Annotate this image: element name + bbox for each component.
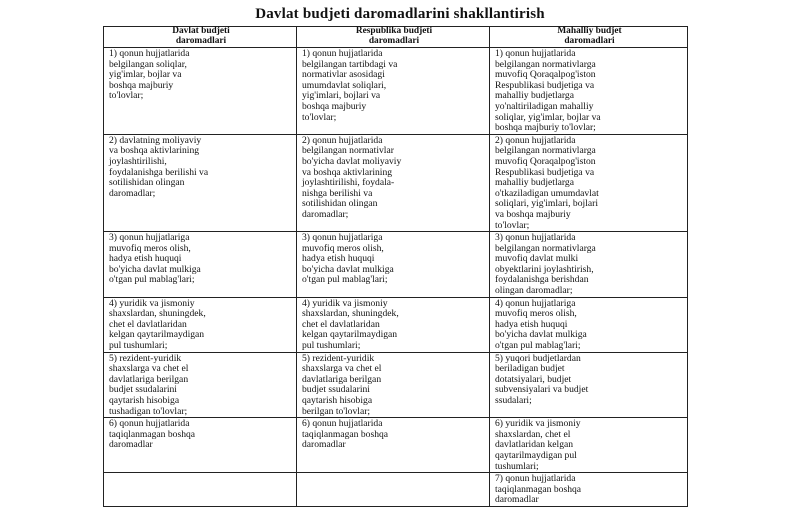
table-cell: 2) qonun hujjatlarida belgilangan normativlar bo'yicha davlat moliyaviy va boshqa aktivlarining joylashtirilishi, foydala- nishga berilishi va sotilishidan olingan daromadlar; bbox=[297, 134, 490, 231]
header-republic-budget: Respublika budjeti daromadlari bbox=[297, 27, 490, 48]
table-cell: 1) qonun hujjatlarida belgilangan tartibdagi va normativlar asosidagi umumdavlat soliqlari, yig'imlari, bojlari va boshqa majburiy to'lovlar; bbox=[297, 48, 490, 135]
table-row bbox=[104, 297, 688, 352]
table-cell: 4) qonun hujjatlariga muvofiq meros olish, hadya etish huquqi bo'yicha davlat mulkiga o'tgan pul mablag'lari; bbox=[490, 297, 688, 352]
table-row bbox=[104, 473, 688, 507]
table-cell: 5) rezident-yuridik shaxslarga va chet el davlatlariga berilgan budjet ssudalarini qaytarish hisobiga berilgan to'lovlar; bbox=[297, 352, 490, 418]
table-cell: 3) qonun hujjatlariga muvofiq meros olish, hadya etish huquqi bo'yicha davlat mulkiga o'tgan pul mablag'lari; bbox=[297, 232, 490, 298]
table-cell bbox=[297, 473, 490, 507]
table-cell: 7) qonun hujjatlarida taqiqlanmagan boshqa daromadlar bbox=[490, 473, 688, 507]
document-title: Davlat budjeti daromadlarini shakllantirish bbox=[255, 6, 545, 22]
table-cell: 5) rezident-yuridik shaxslarga va chet el davlatlariga berilgan budjet ssudalarini qaytarish hisobiga tushadigan to'lovlar; bbox=[104, 352, 297, 418]
table-cell: 4) yuridik va jismoniy shaxslardan, shuningdek, chet el davlatlaridan kelgan qaytarilmaydigan pul tushumlari; bbox=[104, 297, 297, 352]
revenue-table bbox=[103, 26, 688, 507]
table-row bbox=[104, 48, 688, 135]
table-header-row bbox=[104, 27, 688, 48]
table-cell: 6) yuridik va jismoniy shaxslardan, chet el davlatlaridan kelgan qaytarilmaydigan pul tushumlari; bbox=[490, 418, 688, 473]
table-cell: 5) yuqori budjetlardan beriladigan budjet dotatsiyalari, budjet subvensiyalari va budjet ssudalari; bbox=[490, 352, 688, 418]
header-local-budget: Mahalliy budjet daromadlari bbox=[490, 27, 688, 48]
table-cell: 2) qonun hujjatlarida belgilangan normativlarga muvofiq Qoraqalpog'iston Respublikasi budjetiga va mahalliy budjetlarga o'tkaziladigan umumdavlat soliqlari, yig'imlari, bojlari va boshqa majburiy to'lovlar; bbox=[490, 134, 688, 231]
table-cell: 6) qonun hujjatlarida taqiqlanmagan boshqa daromadlar bbox=[104, 418, 297, 473]
table-cell: 3) qonun hujjatlarida belgilangan normativlarga muvofiq davlat mulki obyektlarini joylashtirish, foydalanishga berishdan olingan daromadlar; bbox=[490, 232, 688, 298]
table-row bbox=[104, 134, 688, 231]
table-row bbox=[104, 232, 688, 298]
header-state-budget: Davlat budjeti daromadlari bbox=[104, 27, 297, 48]
table-row bbox=[104, 418, 688, 473]
table-cell: 6) qonun hujjatlarida taqiqlanmagan boshqa daromadlar bbox=[297, 418, 490, 473]
table-cell bbox=[104, 473, 297, 507]
table-cell: 2) davlatning moliyaviy va boshqa aktivlarining joylashtirilishi, foydalanishga berilishi va sotilishidan olingan daromadlar; bbox=[104, 134, 297, 231]
table-cell: 1) qonun hujjatlarida belgilangan normativlarga muvofiq Qoraqalpog'iston Respublikasi budjetiga va mahalliy budjetlarga yo'naltiriladigan mahalliy soliqlar, yig'imlar, bojlar va boshqa majburiy to'lovlar; bbox=[490, 48, 688, 135]
table-cell: 4) yuridik va jismoniy shaxslardan, shuningdek, chet el davlatlaridan kelgan qaytarilmaydigan pul tushumlari; bbox=[297, 297, 490, 352]
table-cell: 3) qonun hujjatlariga muvofiq meros olish, hadya etish huquqi bo'yicha davlat mulkiga o'tgan pul mablag'lari; bbox=[104, 232, 297, 298]
table-row bbox=[104, 352, 688, 418]
table-cell: 1) qonun hujjatlarida belgilangan soliqlar, yig'imlar, bojlar va boshqa majburiy to'lovlar; bbox=[104, 48, 297, 135]
